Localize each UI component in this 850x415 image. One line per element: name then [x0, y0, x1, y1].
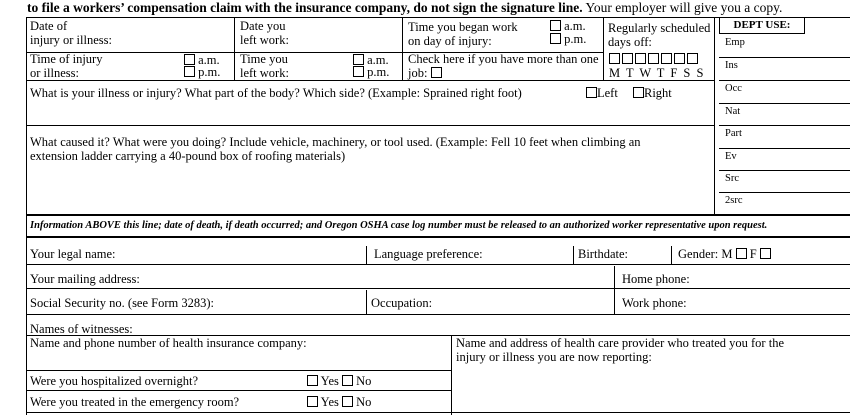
time-of-injury-label	[30, 53, 102, 81]
pm-label: p.m.	[367, 65, 390, 79]
col-divider-3	[603, 17, 604, 80]
mailing-row-rule	[26, 288, 850, 289]
dept-code-label: Ins	[725, 60, 738, 71]
hospitalized-options	[307, 375, 371, 389]
occupation-label: Occupation:	[371, 296, 433, 310]
dept-code-label: Part	[725, 128, 742, 139]
days-off-line2: days off:	[608, 34, 652, 49]
form-header	[27, 1, 782, 16]
birthdate-label: Birthdate:	[578, 247, 628, 261]
provider-label	[456, 337, 784, 365]
am-label: a.m.	[367, 53, 389, 67]
hospitalized-yes-checkbox[interactable]	[307, 375, 318, 386]
yes-label: Yes	[320, 374, 339, 388]
date-label-line2: injury or illness:	[30, 32, 112, 47]
am-label: a.m.	[564, 19, 586, 33]
dept-code-label: Ev	[725, 151, 737, 162]
disclosure-notice: Information ABOVE this line; date of death, if death occurred; and Oregon OSHA case log number must be released to an authorized worker representative upon request.	[30, 220, 768, 231]
dept-code-rule	[719, 125, 850, 126]
days-off-label	[608, 22, 710, 50]
header-bold-text: to file a workers’ compensation claim with the insurance company, do not sign the signature line.	[27, 0, 583, 15]
injury-am-checkbox[interactable]	[184, 54, 195, 65]
dept-code-label: Nat	[725, 106, 741, 117]
left-side-checkbox[interactable]	[586, 87, 597, 98]
left-time-line1: Time you	[240, 52, 288, 66]
side-right	[633, 87, 672, 101]
notice-bottom-rule	[26, 236, 850, 238]
hospitalized-no-checkbox[interactable]	[342, 375, 353, 386]
col-divider-2	[402, 17, 403, 80]
dept-code-rule	[719, 148, 850, 149]
left-time-line2: left work:	[240, 65, 289, 80]
no-label: No	[356, 395, 372, 409]
pm-label: p.m.	[564, 32, 587, 46]
dept-code-rule	[719, 57, 850, 58]
injury-time-pm	[184, 66, 220, 80]
more-jobs-checkbox[interactable]	[431, 67, 442, 78]
mailing-address-label: Your mailing address:	[30, 272, 140, 286]
name-divider-3	[671, 246, 672, 264]
dept-code-rule	[719, 192, 850, 193]
dept-code-rule	[719, 170, 850, 171]
dept-use-title: DEPT USE:	[719, 17, 805, 34]
day-tue-checkbox[interactable]	[622, 53, 633, 64]
left-date-line2: left work:	[240, 32, 289, 47]
day-fri-checkbox[interactable]	[661, 53, 672, 64]
dept-code-label: Emp	[725, 37, 745, 48]
gender-m-checkbox[interactable]	[736, 248, 747, 259]
hospitalized-question: Were you hospitalized overnight?	[30, 374, 199, 388]
left-work-time-label	[240, 53, 289, 81]
ssn-row-rule	[26, 314, 850, 315]
cause-line1: What caused it? What were you doing? Include vehicle, machinery, or tool used. (Example: Fell 10 feet when climbing an	[30, 135, 641, 149]
illness-question: What is your illness or injury? What part of the body? Which side? (Example: Sprained right foot)	[30, 86, 522, 100]
yes-label: Yes	[320, 395, 339, 409]
emergency-options	[307, 396, 371, 410]
left-label: Left	[597, 86, 618, 100]
col-divider-1	[234, 17, 235, 80]
health-insurance-label: Name and phone number of health insurance company:	[30, 336, 307, 350]
day-sat-checkbox[interactable]	[674, 53, 685, 64]
language-label: Language preference:	[374, 247, 483, 261]
right-label: Right	[644, 86, 672, 100]
left-date-line1: Date you	[240, 19, 286, 33]
ssn-label: Social Security no. (see Form 3283):	[30, 296, 214, 310]
phone-divider	[614, 266, 615, 314]
name-divider-2	[573, 246, 574, 264]
left-pm-checkbox[interactable]	[353, 66, 364, 77]
home-phone-label: Home phone:	[622, 272, 690, 286]
am-label: a.m.	[198, 53, 220, 67]
more-jobs-label	[408, 53, 599, 81]
dept-divider	[714, 17, 715, 215]
began-line1: Time you began work	[408, 20, 518, 34]
more-jobs-line2: job:	[408, 65, 428, 80]
gender-f-label: F	[749, 247, 757, 261]
left-work-date-label	[240, 20, 289, 48]
began-pm	[550, 33, 586, 47]
name-divider-1	[366, 246, 367, 264]
dept-code-label: Src	[725, 173, 739, 184]
emergency-question: Were you treated in the emergency room?	[30, 395, 240, 409]
gender-field	[678, 248, 771, 262]
day-wed-checkbox[interactable]	[635, 53, 646, 64]
day-sun-checkbox[interactable]	[687, 53, 698, 64]
day-thu-checkbox[interactable]	[648, 53, 659, 64]
gender-m-label: Gender: M	[678, 247, 733, 261]
days-off-line1: Regularly scheduled	[608, 21, 711, 35]
day-letters: M T W T F S S	[609, 66, 705, 80]
header-normal-text: Your employer will give you a copy.	[582, 0, 783, 15]
dept-code-rule	[719, 103, 850, 104]
bottom-rule	[26, 412, 850, 413]
more-jobs-line1: Check here if you have more than one	[408, 52, 599, 66]
hospitalized-row-rule	[26, 390, 451, 391]
left-rule	[26, 17, 27, 415]
dept-code-label: Occ	[725, 83, 742, 94]
injury-pm-checkbox[interactable]	[184, 66, 195, 77]
began-am-checkbox[interactable]	[550, 20, 561, 31]
cause-line2: extension ladder carrying a 40-pound box of roofing materials)	[30, 148, 346, 163]
began-line2: on day of injury:	[408, 33, 492, 48]
cause-question	[30, 136, 641, 164]
emergency-yes-checkbox[interactable]	[307, 396, 318, 407]
began-pm-checkbox[interactable]	[550, 33, 561, 44]
notice-top-rule	[26, 214, 850, 216]
date-of-injury-label	[30, 20, 112, 48]
left-am-checkbox[interactable]	[353, 54, 364, 65]
name-row-rule	[26, 264, 850, 265]
day-mon-checkbox[interactable]	[609, 53, 620, 64]
left-time-pm	[353, 66, 389, 80]
time-label-line1: Time of injury	[30, 52, 103, 66]
side-left	[586, 87, 618, 101]
insurance-row-rule	[26, 370, 451, 371]
gender-f-checkbox[interactable]	[760, 248, 771, 259]
right-side-checkbox[interactable]	[633, 87, 644, 98]
witnesses-label: Names of witnesses:	[30, 322, 133, 336]
days-off-checkboxes	[609, 53, 700, 67]
row2-bottom-rule	[26, 125, 714, 126]
dept-code-rule	[719, 80, 850, 81]
date-label-line1: Date of	[30, 19, 68, 33]
provider-line2: injury or illness you are now reporting:	[456, 349, 652, 364]
emergency-no-checkbox[interactable]	[342, 396, 353, 407]
pm-label: p.m.	[198, 65, 221, 79]
time-label-line2: or illness:	[30, 65, 79, 80]
provider-divider	[451, 335, 452, 415]
no-label: No	[356, 374, 372, 388]
legal-name-label: Your legal name:	[30, 247, 116, 261]
work-phone-label: Work phone:	[622, 296, 687, 310]
began-work-label	[408, 21, 518, 49]
occupation-divider	[366, 290, 367, 314]
dept-code-label: 2src	[725, 195, 743, 206]
provider-line1: Name and address of health care provider who treated you for the	[456, 336, 784, 350]
